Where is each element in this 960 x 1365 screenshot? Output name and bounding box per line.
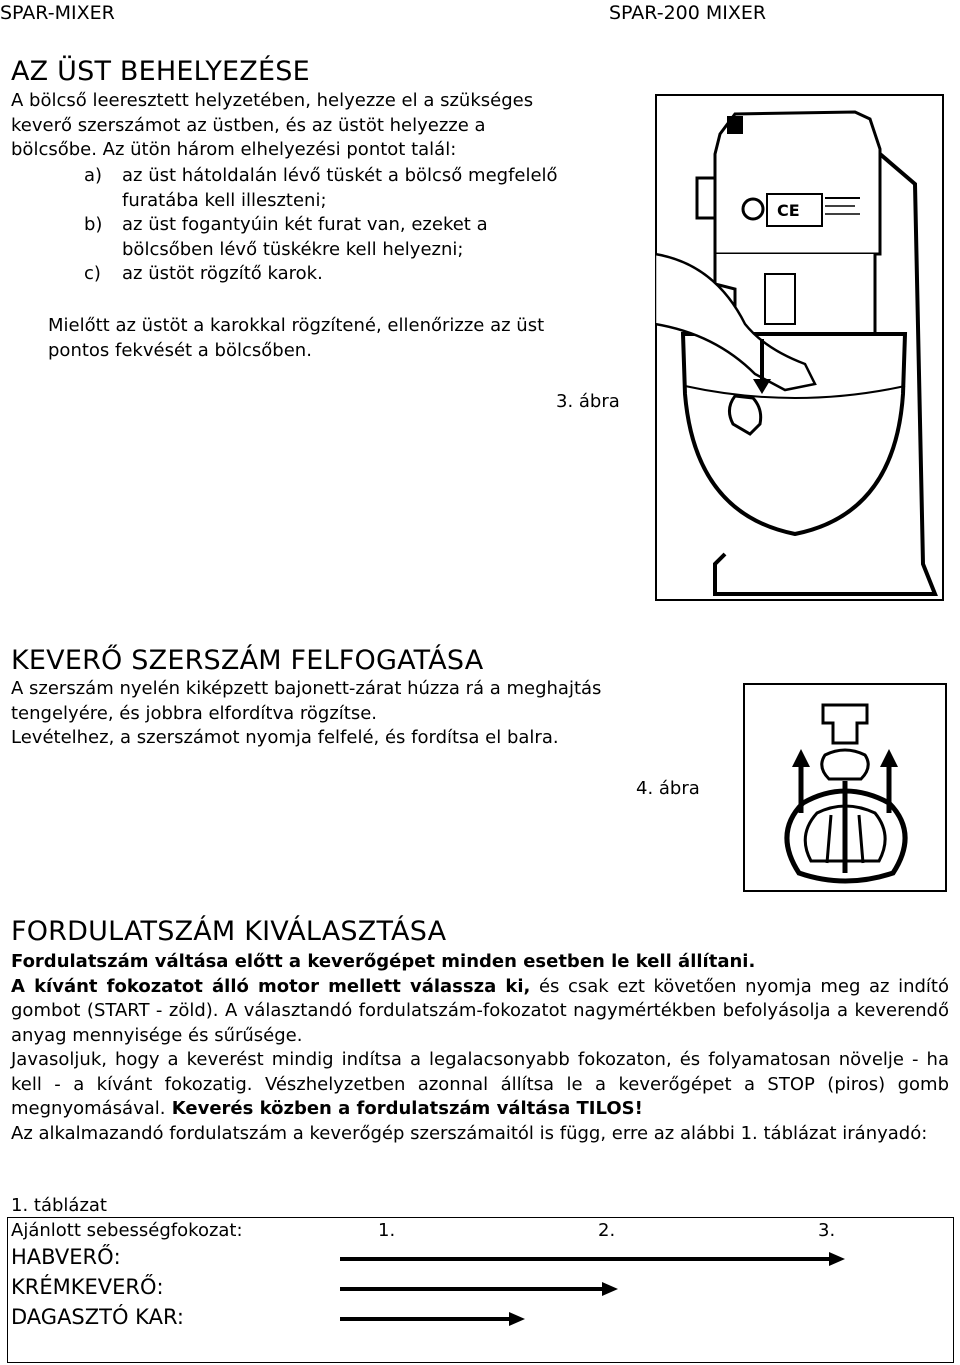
list-item-line: az üst fogantyúin két furat van, ezeket a — [122, 214, 488, 235]
section2-line: A szerszám nyelén kiképzett bajonett-zárat húzza rá a meghajtás — [11, 678, 602, 699]
table-row-label: DAGASZTÓ KAR: — [11, 1305, 184, 1329]
section1-intro — [11, 89, 651, 163]
section1-note — [48, 314, 668, 363]
section2-line: Levételhez, a szerszámot nyomja felfelé, és fordítsa el balra. — [11, 727, 559, 748]
list-item-line: az üst hátoldalán lévő tüskét a bölcső megfelelő — [122, 165, 558, 186]
intro-line: keverő szerszámot az üstben, és az üstöt helyezze a — [11, 114, 486, 136]
section-title-bowl: AZ ÜST BEHELYEZÉSE — [11, 56, 310, 87]
speed-paragraph-2 — [11, 975, 949, 1049]
note-line: Mielőtt az üstöt a karokkal rögzítené, ellenőrizze az üst — [48, 315, 545, 336]
beater-attachment-illustration — [743, 683, 948, 893]
table-level-3: 3. — [818, 1220, 836, 1241]
list-item-c — [122, 262, 323, 287]
table-caption: 1. táblázat — [11, 1195, 107, 1216]
header-left: SPAR-MIXER — [0, 2, 115, 24]
intro-line: bölcsőbe. Az ütön három elhelyezési pontot talál: — [11, 139, 457, 160]
table-level-1: 1. — [378, 1220, 396, 1241]
note-line: pontos fekvését a bölcsőben. — [48, 339, 312, 361]
speed-range-arrows — [300, 1245, 860, 1345]
list-marker-b: b) — [84, 214, 103, 235]
svg-text:CE: CE — [777, 201, 800, 220]
section2-line: tengelyére, és jobbra elfordítva rögzítse. — [11, 702, 378, 724]
speed-paragraph-3-bold: Keverés közben a fordulatszám váltása TILOS! — [165, 1098, 643, 1119]
speed-range-arrowhead — [509, 1312, 525, 1326]
header-right: SPAR-200 MIXER — [609, 2, 767, 24]
speed-range-arrowhead — [602, 1282, 618, 1296]
figure-4-caption: 4. ábra — [636, 778, 700, 799]
mixer-bowl-illustration — [655, 94, 945, 604]
list-item-a — [122, 164, 558, 213]
table-row-label: HABVERŐ: — [11, 1245, 121, 1269]
list-item-line: furatába kell illeszteni; — [122, 189, 327, 211]
section-title-tool: KEVERŐ SZERSZÁM FELFOGATÁSA — [11, 645, 484, 676]
speed-range-arrowhead — [829, 1252, 845, 1266]
speed-paragraph-3 — [11, 1048, 949, 1122]
speed-warning: Fordulatszám váltása előtt a keverőgépet minden esetben le kell állítani. — [11, 951, 756, 972]
speed-paragraph-2-bold: A kívánt fokozatot álló motor mellett válassza ki, — [11, 975, 531, 997]
section3-body — [11, 950, 949, 1146]
table-row-label: KRÉMKEVERŐ: — [11, 1275, 164, 1299]
speed-paragraph-2-rest: és csak ezt követően nyomja meg az indító gombot (START - zöld). A választandó fordulatszám-fokozatot nagymértékben befolyásolja a keverendő anyag mennyisége és sűrűsége. — [11, 975, 949, 1046]
list-marker-a: a) — [84, 165, 103, 186]
figure-3-caption: 3. ábra — [556, 391, 620, 412]
list-item-b — [122, 213, 488, 262]
speed-paragraph-3-text: Javasoljuk, hogy a keverést mindig indítsa a legalacsonyabb fokozaton, és folyamatosan növelje - ha kell - a kívánt fokozatig. Vészhelyzetben azonnal állítsa le a keverőgépet a STOP (piros) gomb megnyomásával. — [11, 1049, 949, 1119]
list-item-line: az üstöt rögzítő karok. — [122, 263, 323, 284]
section2-text — [11, 677, 731, 751]
speed-paragraph-4: Az alkalmazandó fordulatszám a keverőgép szerszámaitól is függ, erre az alábbi 1. táblázat irányadó: — [11, 1122, 928, 1144]
section-title-speed: FORDULATSZÁM KIVÁLASZTÁSA — [11, 916, 447, 947]
intro-line: A bölcső leeresztett helyzetében, helyezze el a szükséges — [11, 90, 534, 111]
list-item-line: bölcsőben lévő tüskékre kell helyezni; — [122, 238, 464, 260]
table-level-2: 2. — [598, 1220, 616, 1241]
table-header-label: Ajánlott sebességfokozat: — [11, 1220, 243, 1241]
list-marker-c: c) — [84, 263, 101, 284]
